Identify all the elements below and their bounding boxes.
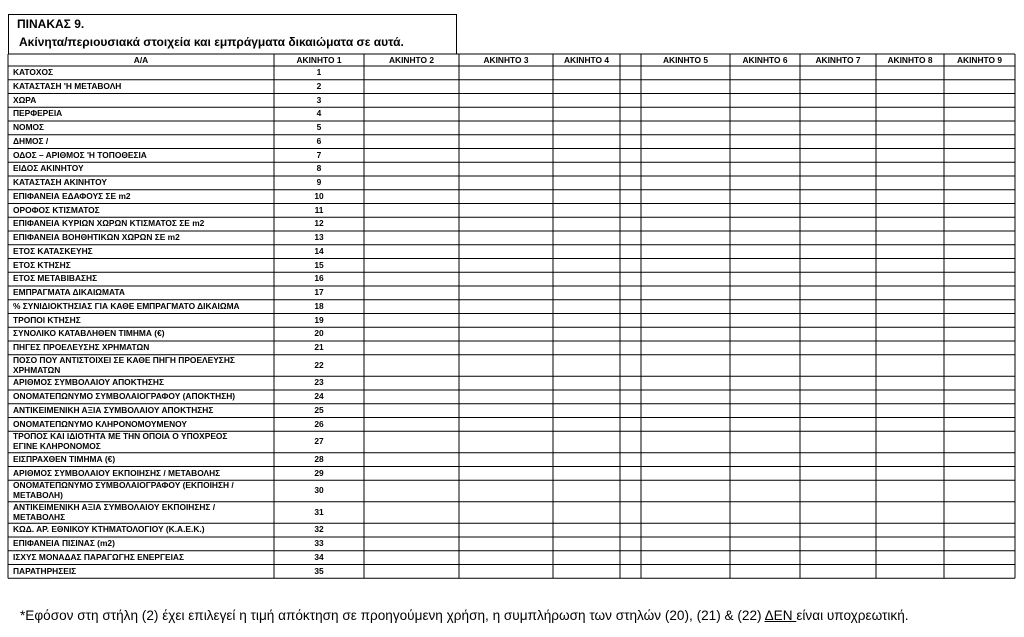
row-label: ΠΕΡΦΕΡΕΙΑ: [13, 108, 63, 119]
row-label: ΕΠΙΦΑΝΕΙΑ ΒΟΗΘΗΤΙΚΩΝ ΧΩΡΩΝ ΣΕ m2: [13, 232, 180, 243]
row-label: ΝΟΜΟΣ: [13, 122, 45, 133]
row-number: 20: [314, 328, 324, 339]
row-label: ΠΟΣΟ ΠΟΥ ΑΝΤΙΣΤΟΙΧΕΙ ΣΕ ΚΑΘΕ ΠΗΓΗ ΠΡΟΕΛΕΥΣΗΣ: [13, 354, 235, 365]
header-column: ΑΚΙΝΗΤΟ 6: [742, 55, 788, 65]
row-number: 23: [314, 377, 324, 388]
row-label: ΕΜΠΡΑΓΜΑΤΑ ΔΙΚΑΙΩΜΑΤΑ: [13, 287, 125, 298]
row-number: 31: [314, 506, 324, 517]
row-number: 5: [316, 122, 322, 133]
footnote-text-end: είναι υποχρεωτική.: [796, 608, 909, 623]
row-number: 27: [314, 436, 324, 447]
footnote-emphasis: ΔΕΝ: [764, 608, 797, 623]
row-number: 34: [314, 551, 324, 562]
row-number: 16: [314, 273, 324, 284]
header-column: ΑΚΙΝΗΤΟ 2: [389, 55, 434, 65]
header-column: ΑΚΙΝΗΤΟ 4: [564, 55, 609, 65]
row-number: 6: [316, 135, 322, 146]
row-number: 9: [316, 177, 322, 188]
row-number: 17: [314, 287, 324, 298]
row-number: 30: [314, 485, 324, 496]
row-label: ΚΑΤΟΧΟΣ: [13, 67, 54, 78]
row-label: ΕΤΟΣ ΚΤΗΣΗΣ: [13, 259, 71, 270]
row-label: ΚΩΔ. ΑΡ. ΕΘΝΙΚΟΥ ΚΤΗΜΑΤΟΛΟΓΙΟΥ (Κ.Α.Ε.Κ.): [13, 524, 205, 535]
header-aa: Α/Α: [133, 55, 149, 65]
footnote: [20, 608, 909, 623]
row-number: 15: [314, 259, 324, 270]
row-label: ΟΝΟΜΑΤΕΠΩΝΥΜΟ ΣΥΜΒΟΛΑΙΟΓΡΑΦΟΥ (ΕΚΠΟΙΗΣΗ /: [13, 480, 234, 491]
row-number: 26: [314, 418, 324, 429]
row-number: 1: [316, 67, 322, 78]
row-label: ΕΤΟΣ ΚΑΤΑΣΚΕΥΗΣ: [13, 245, 93, 256]
row-number: 3: [316, 94, 322, 105]
row-label: ΙΣΧΥΣ ΜΟΝΑΔΑΣ ΠΑΡΑΓΩΓΗΣ ΕΝΕΡΓΕΙΑΣ: [13, 551, 185, 562]
row-label: ΧΩΡΑ: [13, 94, 37, 105]
row-number: 7: [316, 149, 322, 160]
row-label: ΟΝΟΜΑΤΕΠΩΝΥΜΟ ΚΛΗΡΟΝΟΜΟΥΜΕΝΟΥ: [13, 418, 187, 429]
row-label: ΕΤΟΣ ΜΕΤΑΒΙΒΑΣΗΣ: [13, 273, 98, 284]
row-label: ΠΑΡΑΤΗΡΗΣΕΙΣ: [13, 565, 77, 576]
row-label: ΕΠΙΦΑΝΕΙΑ ΠΙΣΙΝΑΣ (m2): [13, 538, 115, 549]
row-number: 13: [314, 232, 324, 243]
row-number: 11: [314, 204, 324, 215]
footnote-text: *Εφόσον στη στήλη (2) έχει επιλεγεί η τιμή απόκτηση σε προηγούμενη χρήση, η συμπλήρωση των στηλών (20), (21) & (22): [20, 608, 765, 623]
row-number: 28: [314, 453, 324, 464]
row-number: 35: [314, 565, 324, 576]
row-label: ΕΠΙΦΑΝΕΙΑ ΕΔΑΦΟΥΣ ΣΕ m2: [13, 190, 131, 201]
row-label: ΟΡΟΦΟΣ ΚΤΙΣΜΑΤΟΣ: [13, 204, 100, 215]
row-number: 24: [314, 391, 324, 402]
row-label: ΕΙΣΠΡΑΧΘΕΝ ΤΙΜΗΜΑ (€): [13, 453, 116, 464]
row-label: ΠΗΓΕΣ ΠΡΟΕΛΕΥΣΗΣ ΧΡΗΜΑΤΩΝ: [13, 342, 150, 353]
row-number: 8: [316, 163, 322, 174]
row-label-line2: ΧΡΗΜΑΤΩΝ: [13, 364, 61, 375]
row-number: 25: [314, 404, 324, 415]
row-label: ΟΝΟΜΑΤΕΠΩΝΥΜΟ ΣΥΜΒΟΛΑΙΟΓΡΑΦΟΥ (ΑΠΟΚΤΗΣΗ): [13, 391, 236, 402]
header-column: ΑΚΙΝΗΤΟ 3: [483, 55, 529, 65]
table-title: Ακίνητα/περιουσιακά στοιχεία και εμπράγματα δικαιώματα σε αυτά.: [19, 35, 404, 49]
header-column: ΑΚΙΝΗΤΟ 7: [815, 55, 861, 65]
row-number: 32: [314, 524, 324, 535]
row-number: 29: [314, 467, 324, 478]
header-column: ΑΚΙΝΗΤΟ 9: [957, 55, 1002, 65]
row-number: 2: [316, 80, 322, 91]
row-label-line2: ΜΕΤΑΒΟΛΗΣ: [13, 511, 66, 522]
row-label: ΤΡΟΠΟΙ ΚΤΗΣΗΣ: [13, 314, 81, 325]
row-number: 18: [314, 300, 324, 311]
row-label: ΑΡΙΘΜΟΣ ΣΥΜΒΟΛΑΙΟΥ ΑΠΟΚΤΗΣΗΣ: [13, 377, 165, 388]
row-label: ΑΝΤΙΚΕΙΜΕΝΙΚΗ ΑΞΙΑ ΣΥΜΒΟΛΑΙΟΥ ΕΚΠΟΙΗΣΗΣ /: [13, 501, 216, 512]
header-column: ΑΚΙΝΗΤΟ 8: [887, 55, 933, 65]
row-label: ΣΥΝΟΛΙΚΟ ΚΑΤΑΒΛΗΘΕΝ ΤΙΜΗΜΑ (€): [13, 328, 165, 339]
row-label: % ΣΥΝΙΔΙΟΚΤΗΣΙΑΣ ΓΙΑ ΚΑΘΕ ΕΜΠΡΑΓΜΑΤΟ ΔΙΚΑΙΩΜΑ: [13, 300, 240, 311]
row-label: ΚΑΤΑΣΤΑΣΗ 'Η ΜΕΤΑΒΟΛΗ: [13, 80, 122, 91]
row-number: 19: [314, 314, 324, 325]
row-label: ΟΔΟΣ – ΑΡΙΘΜΟΣ 'Η ΤΟΠΟΘΕΣΙΑ: [13, 149, 147, 160]
row-number: 21: [314, 342, 324, 353]
row-number: 10: [314, 190, 324, 201]
row-label-line2: ΜΕΤΑΒΟΛΗ): [13, 490, 63, 501]
row-number: 4: [316, 108, 322, 119]
row-label: ΕΠΙΦΑΝΕΙΑ ΚΥΡΙΩΝ ΧΩΡΩΝ ΚΤΙΣΜΑΤΟΣ ΣΕ m2: [13, 218, 205, 229]
row-label: ΑΡΙΘΜΟΣ ΣΥΜΒΟΛΑΙΟΥ ΕΚΠΟΙΗΣΗΣ / ΜΕΤΑΒΟΛΗΣ: [13, 467, 221, 478]
header-column: ΑΚΙΝΗΤΟ 5: [663, 55, 708, 65]
row-label: ΑΝΤΙΚΕΙΜΕΝΙΚΗ ΑΞΙΑ ΣΥΜΒΟΛΑΙΟΥ ΑΠΟΚΤΗΣΗΣ: [13, 404, 214, 415]
row-label-line2: ΕΓΙΝΕ ΚΛΗΡΟΝΟΜΟΣ: [13, 441, 101, 452]
header-column: ΑΚΙΝΗΤΟ 1: [296, 55, 342, 65]
row-label: ΔΗΜΟΣ /: [13, 135, 49, 146]
row-number: 33: [314, 538, 324, 549]
row-label: ΚΑΤΑΣΤΑΣΗ ΑΚΙΝΗΤΟΥ: [13, 177, 107, 188]
row-label: ΕΙΔΟΣ ΑΚΙΝΗΤΟΥ: [13, 163, 84, 174]
row-label: ΤΡΟΠΟΣ ΚΑΙ ΙΔΙΟΤΗΤΑ ΜΕ ΤΗΝ ΟΠΟΙΑ Ο ΥΠΟΧΡΕΟΣ: [13, 431, 228, 442]
table-number: ΠΙΝΑΚΑΣ 9.: [17, 17, 85, 31]
row-number: 14: [314, 245, 324, 256]
row-number: 22: [314, 359, 324, 370]
row-number: 12: [314, 218, 324, 229]
